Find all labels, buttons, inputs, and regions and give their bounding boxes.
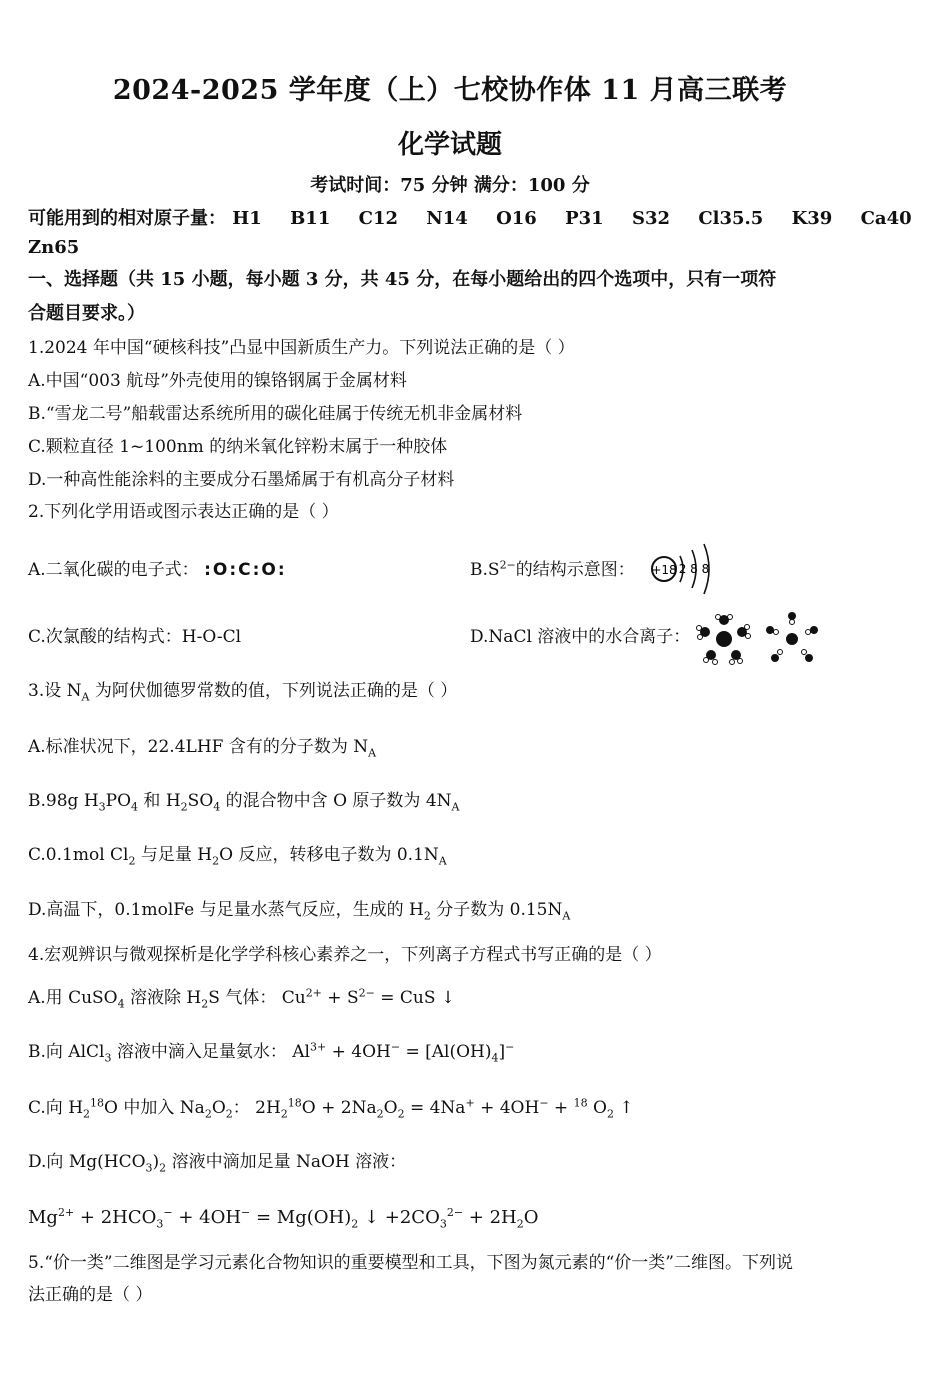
superscript: 18 (90, 1096, 105, 1110)
q2-option-b-prefix: B. (470, 560, 488, 580)
page-title: 2024-2025 学年度（上）七校协作体 11 月高三联考 (112, 75, 788, 106)
subscript: A (368, 746, 377, 760)
atomic-masses-label: 可能用到的相对原子量： (28, 208, 226, 229)
text: 溶液中滴入足量氨水： Al (111, 1042, 310, 1062)
q2-stem: 2.下列化学用语或图示表达正确的是（ ） (28, 502, 339, 522)
superscript: 18 (287, 1096, 302, 1110)
mass-item: N14 (426, 208, 468, 229)
mass-item: P31 (565, 208, 604, 229)
text: PO (105, 791, 132, 811)
superscript: − (505, 1040, 515, 1054)
text: + 4OH (172, 1207, 242, 1228)
text: ： 2H (232, 1098, 281, 1118)
subscript: 3 (145, 1161, 153, 1175)
text: O (587, 1098, 607, 1118)
text: O 反应，转移电子数为 0.1N (219, 845, 439, 865)
q4-stem: 4.宏观辨识与微观探析是化学学科核心素养之一，下列离子方程式书写正确的是（ ） (28, 945, 662, 965)
superscript: + (465, 1096, 475, 1110)
superscript: − (539, 1096, 549, 1110)
co2-electron-formula: :O:C:O: (204, 560, 287, 580)
section-heading-cont: 合题目要求。） (28, 303, 145, 324)
text: 溶液中滴加足量 NaOH 溶液： (166, 1152, 407, 1172)
text: = [Al(OH) (400, 1042, 492, 1062)
subscript: 2 (280, 1107, 288, 1121)
q2-option-a (28, 558, 287, 582)
sulfide-structure-diagram (648, 538, 728, 602)
subscript: 2 (83, 1107, 91, 1121)
mass-item: C12 (358, 208, 399, 229)
q3-option-a (28, 735, 376, 759)
subscript: A (451, 800, 460, 814)
text: C.向 H (28, 1098, 84, 1118)
q3-option-a-text: A.标准状况下，22.4LHF 含有的分子数为 N (28, 737, 369, 757)
q2-option-c: C.次氯酸的结构式：H-O-Cl (28, 627, 242, 647)
text: C.0.1mol Cl (28, 845, 129, 865)
superscript: 2+ (305, 986, 322, 1000)
subscript: 3 (156, 1217, 164, 1231)
mass-item: S32 (631, 208, 671, 229)
text: B.98g H (28, 791, 99, 811)
q2-option-b-label: 的结构示意图： (515, 560, 635, 580)
text: 的混合物中含 O 原子数为 4N (220, 791, 452, 811)
nucleus-label: +18 (651, 563, 677, 577)
q3-stem-text: 为阿伏伽德罗常数的值，下列说法正确的是（ ） (89, 681, 458, 701)
text: O (523, 1207, 539, 1228)
hydrated-anion (766, 612, 818, 662)
text: 与足量 H (135, 845, 213, 865)
mass-item: H1 (232, 208, 262, 229)
q1-stem: 1.2024 年中国“硬核科技”凸显中国新质生产力。下列说法正确的是（ ） (28, 338, 575, 358)
subscript: A (562, 909, 571, 923)
exam-info: 考试时间：75 分钟 满分：100 分 (310, 175, 590, 196)
text: = Mg(OH) (250, 1207, 352, 1228)
text: D.高温下，0.1molFe 与足量水蒸气反应，生成的 H (28, 900, 424, 920)
mass-item: B11 (290, 208, 331, 229)
sulfide-ion: S (487, 560, 500, 580)
q1-option-b: B.“雪龙二号”船载雷达系统所用的碳化硅属于传统无机非金属材料 (28, 404, 523, 424)
mass-item: K39 (791, 208, 833, 229)
q1-option-a: A.中国“003 航母”外壳使用的镍铬钢属于金属材料 (28, 371, 407, 391)
subscript: 3 (98, 800, 106, 814)
subscript: 4 (131, 800, 139, 814)
q1-option-c: C.颗粒直径 1~100nm 的纳米氧化锌粉末属于一种胶体 (28, 437, 448, 457)
text: + 2HCO (74, 1207, 157, 1228)
text: SO (187, 791, 214, 811)
hydrated-cation (697, 615, 751, 665)
text: + 4OH (326, 1042, 391, 1062)
q1-option-d: D.一种高性能涂料的主要成分石墨烯属于有机高分子材料 (28, 470, 455, 490)
text: = 4Na (404, 1098, 466, 1118)
text: 和 H (138, 791, 181, 811)
shell-electrons: 2 8 8 (678, 562, 710, 576)
subscript: 3 (104, 1051, 112, 1065)
subscript: 4 (117, 997, 125, 1011)
subscript: 2 (376, 1107, 384, 1121)
q3-option-c (28, 843, 447, 867)
text: ↑ (613, 1098, 634, 1118)
superscript: − (163, 1206, 173, 1219)
mass-item: O16 (496, 208, 537, 229)
section-heading: 一、选择题（共 15 小题，每小题 3 分，共 45 分，在每小题给出的四个选项中，只有一项符 (28, 269, 777, 290)
text: 分子数为 0.15N (430, 900, 563, 920)
subscript: 2 (516, 1217, 524, 1231)
text: + (548, 1098, 574, 1118)
subscript: 2 (225, 1107, 233, 1121)
text: + 4OH (474, 1098, 540, 1118)
text: + S (321, 988, 359, 1008)
q5-stem: 5.“价一类”二维图是学习元素化合物知识的重要模型和工具，下图为氮元素的“价一类”二维图。下列说 (28, 1253, 793, 1273)
subscript: 2 (423, 909, 431, 923)
subscript: 4 (491, 1051, 499, 1065)
subscript: A (438, 854, 447, 868)
q4-option-b (28, 1040, 514, 1064)
q3-stem (28, 679, 457, 703)
q2-option-a-label: A.二氧化碳的电子式： (28, 560, 199, 580)
text: ) (152, 1152, 160, 1172)
q4-option-a (28, 986, 455, 1010)
superscript: 2− (446, 1206, 464, 1219)
subscript: 2 (351, 1217, 359, 1231)
subscript: 2 (201, 997, 209, 1011)
mass-item: Cl35.5 (698, 208, 764, 229)
text: ↓ +2CO (358, 1207, 440, 1228)
text: O + 2Na (301, 1098, 377, 1118)
text: S 气体： Cu (208, 988, 306, 1008)
mass-item: Ca40 (860, 208, 912, 229)
subscript: 2 (180, 800, 188, 814)
subscript: 2 (128, 854, 136, 868)
subscript: 2 (212, 854, 220, 868)
sulfide-charge: 2− (499, 558, 516, 572)
superscript: 3+ (310, 1040, 327, 1054)
superscript: 18 (573, 1096, 588, 1110)
q4-option-c (28, 1096, 634, 1120)
q4-option-d-equation (28, 1206, 539, 1230)
text: ] (498, 1042, 506, 1062)
q2-option-b (470, 558, 635, 582)
q3-option-b (28, 789, 459, 813)
subject-title: 化学试题 (397, 130, 502, 160)
subscript: 4 (213, 800, 221, 814)
q5-stem-cont: 法正确的是（ ） (28, 1285, 153, 1305)
text: D.向 Mg(HCO (28, 1152, 146, 1172)
q4-option-d (28, 1150, 406, 1174)
superscript: − (390, 1040, 401, 1054)
text: = CuS ↓ (374, 988, 456, 1008)
subscript: 2 (606, 1107, 614, 1121)
subscript: 2 (397, 1107, 405, 1121)
mass-item-extra: Zn65 (28, 237, 80, 258)
text: B.向 AlCl (28, 1042, 105, 1062)
text: Mg (28, 1207, 58, 1228)
atomic-masses (28, 204, 934, 230)
superscript: 2+ (57, 1206, 75, 1219)
text: O (383, 1098, 398, 1118)
text: + 2H (463, 1207, 517, 1228)
text: 溶液除 H (124, 988, 202, 1008)
q3-option-d (28, 898, 570, 922)
text: A.用 CuSO (28, 988, 118, 1008)
text: O (211, 1098, 226, 1118)
subscript: 2 (159, 1161, 167, 1175)
superscript: − (241, 1206, 251, 1219)
hydrated-ions-diagram (694, 610, 824, 668)
q2-option-d: D.NaCl 溶液中的水合离子： (470, 627, 691, 647)
text: O 中加入 Na (104, 1098, 205, 1118)
subscript: 3 (439, 1217, 447, 1231)
superscript: 2− (358, 986, 375, 1000)
subscript: A (81, 690, 90, 704)
subscript: 2 (204, 1107, 212, 1121)
q3-stem-text: 3.设 N (28, 681, 82, 701)
